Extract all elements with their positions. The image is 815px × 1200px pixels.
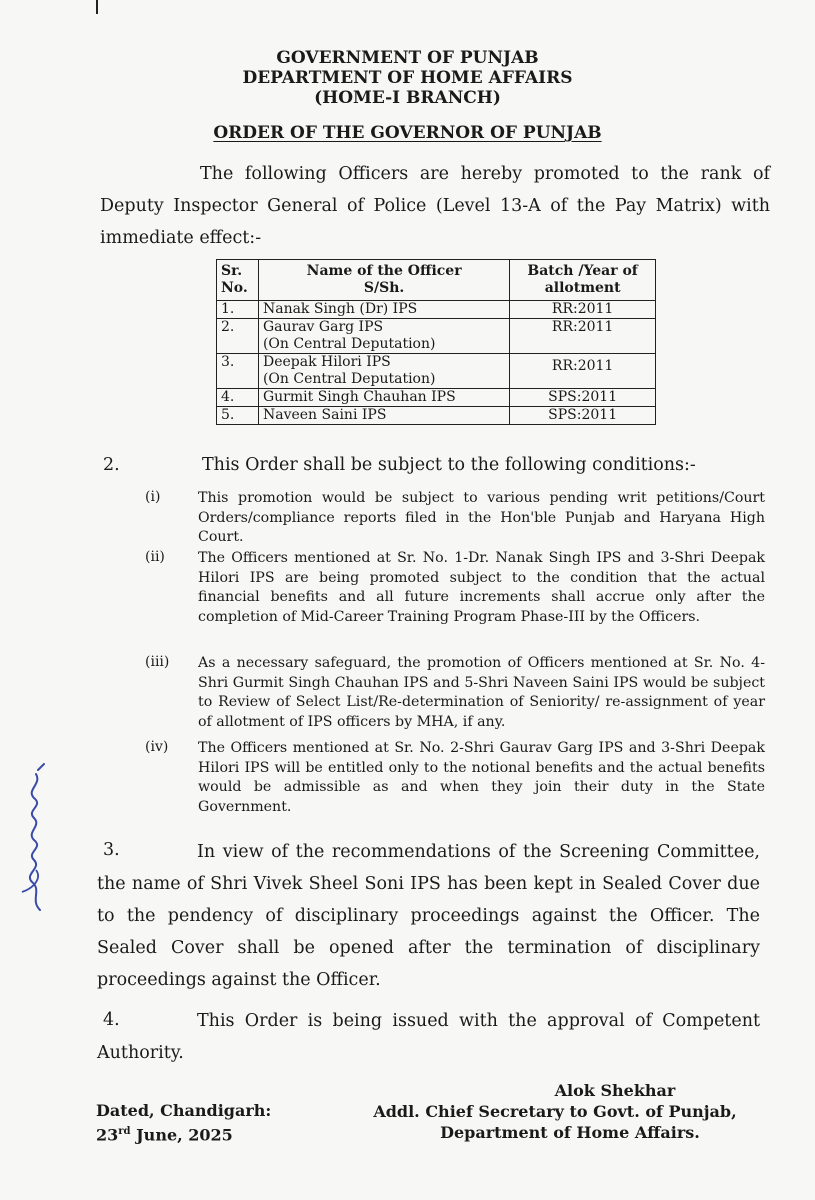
cell-officer-name: Nanak Singh (Dr) IPS — [258, 301, 509, 319]
header-officer-name-line1: Name of the Officer — [306, 263, 462, 279]
condition-number: (iii) — [145, 654, 170, 670]
condition-text: The Officers mentioned at Sr. No. 2-Shri Gaurav Garg IPS and 3-Shri Deepak Hilori IPS will be entitled only to the notional benefits and the actual benefits would be admissible as and when they join their duty in the State Government. — [198, 740, 765, 815]
signatory-name: Alok Shekhar — [554, 1081, 676, 1100]
header-batch: Batch /Year of allotment — [510, 260, 656, 301]
cell-sr: 3. — [217, 354, 259, 389]
cell-sr: 4. — [217, 389, 259, 407]
cell-batch: RR:2011 — [510, 301, 656, 319]
cell-batch: SPS:2011 — [510, 389, 656, 407]
intro-paragraph — [100, 158, 770, 254]
cell-sr: 5. — [217, 407, 259, 425]
table-row — [217, 407, 656, 425]
header-sr-no: Sr. No. — [217, 260, 259, 301]
cell-officer-name: Gurmit Singh Chauhan IPS — [258, 389, 509, 407]
header-line-3: (HOME-I BRANCH) — [314, 88, 501, 108]
condition-text: The Officers mentioned at Sr. No. 1-Dr. Nanak Singh IPS and 3-Shri Deepak Hilori IPS are being promoted subject to the condition that the actual financial benefits and all future increments shall accrue only after the completion of Mid-Career Training Program Phase-III by the Officers. — [198, 550, 765, 625]
officer-name: Deepak Hilori IPS — [262, 354, 391, 370]
cell-batch: SPS:2011 — [510, 407, 656, 425]
table-row — [217, 389, 656, 407]
para3-number: 3. — [103, 840, 120, 860]
dated-day-suffix: rd — [118, 1126, 131, 1137]
cell-batch: RR:2011 — [510, 354, 656, 389]
para2-lead: This Order shall be subject to the following conditions:- — [202, 455, 696, 475]
cell-sr: 1. — [217, 301, 259, 319]
signatory-block — [350, 1080, 760, 1143]
table-row — [217, 354, 656, 389]
top-edge-mark — [96, 0, 98, 14]
header-officer-name-line2: S/Sh. — [363, 280, 405, 296]
handwritten-initials-mark — [12, 760, 52, 920]
condition-number: (iv) — [145, 739, 169, 755]
officers-table — [216, 259, 656, 425]
condition-number: (i) — [145, 489, 161, 505]
table-row — [217, 319, 656, 354]
para4-number: 4. — [103, 1010, 120, 1030]
header-line-1: GOVERNMENT OF PUNJAB — [276, 48, 539, 68]
condition-text: This promotion would be subject to various pending writ petitions/Court Orders/compliance reports filed in the Hon'ble Punjab and Haryana High Court. — [198, 490, 765, 546]
signatory-designation: Addl. Chief Secretary to Govt. of Punjab, — [373, 1102, 737, 1121]
condition-number: (ii) — [145, 549, 165, 565]
dated-day: 23 — [96, 1125, 119, 1145]
officer-note: (On Central Deputation) — [262, 371, 436, 387]
officer-name: Gaurav Garg IPS — [262, 319, 384, 335]
signatory-department: Department of Home Affairs. — [440, 1123, 700, 1142]
para4-paragraph — [97, 1005, 760, 1069]
cell-officer-name: Naveen Saini IPS — [258, 407, 509, 425]
dated-date — [96, 1121, 271, 1145]
header-officer-name — [258, 260, 509, 301]
cell-sr: 2. — [217, 319, 259, 354]
para3-text: In view of the recommendations of the Screening Committee, the name of Shri Vivek Sheel Soni IPS has been kept in Sealed Cover due to the pendency of disciplinary proceedings against the Officer. The Sealed Cover shall be opened after the termination of disciplinary proceedings against the Officer. — [97, 842, 760, 990]
cell-officer-name — [258, 354, 509, 389]
table-row — [217, 301, 656, 319]
officer-note: (On Central Deputation) — [262, 336, 436, 352]
order-title: ORDER OF THE GOVERNOR OF PUNJAB — [213, 123, 602, 143]
para2-number: 2. — [103, 455, 120, 475]
cell-officer-name — [258, 319, 509, 354]
dated-place: Dated, Chandigarh: — [96, 1101, 272, 1120]
dated-month-year: June, 2025 — [136, 1125, 233, 1145]
dated-block — [96, 1100, 271, 1145]
header-line-2: DEPARTMENT OF HOME AFFAIRS — [242, 68, 573, 88]
cell-batch: RR:2011 — [510, 319, 656, 354]
para3-paragraph — [97, 836, 760, 996]
table-header-row — [217, 260, 656, 301]
para4-text: This Order is being issued with the approval of Competent Authority. — [97, 1011, 760, 1063]
condition-text: As a necessary safeguard, the promotion of Officers mentioned at Sr. No. 4-Shri Gurmit Singh Chauhan IPS and 5-Shri Naveen Saini IPS would be subject to Review of Select List/Re-determination of Seniority/ re-assignment of year of allotment of IPS officers by MHA, if any. — [198, 655, 765, 730]
intro-text: The following Officers are hereby promoted to the rank of Deputy Inspector General of Police (Level 13-A of the Pay Matrix) with immediate effect:- — [100, 164, 770, 248]
